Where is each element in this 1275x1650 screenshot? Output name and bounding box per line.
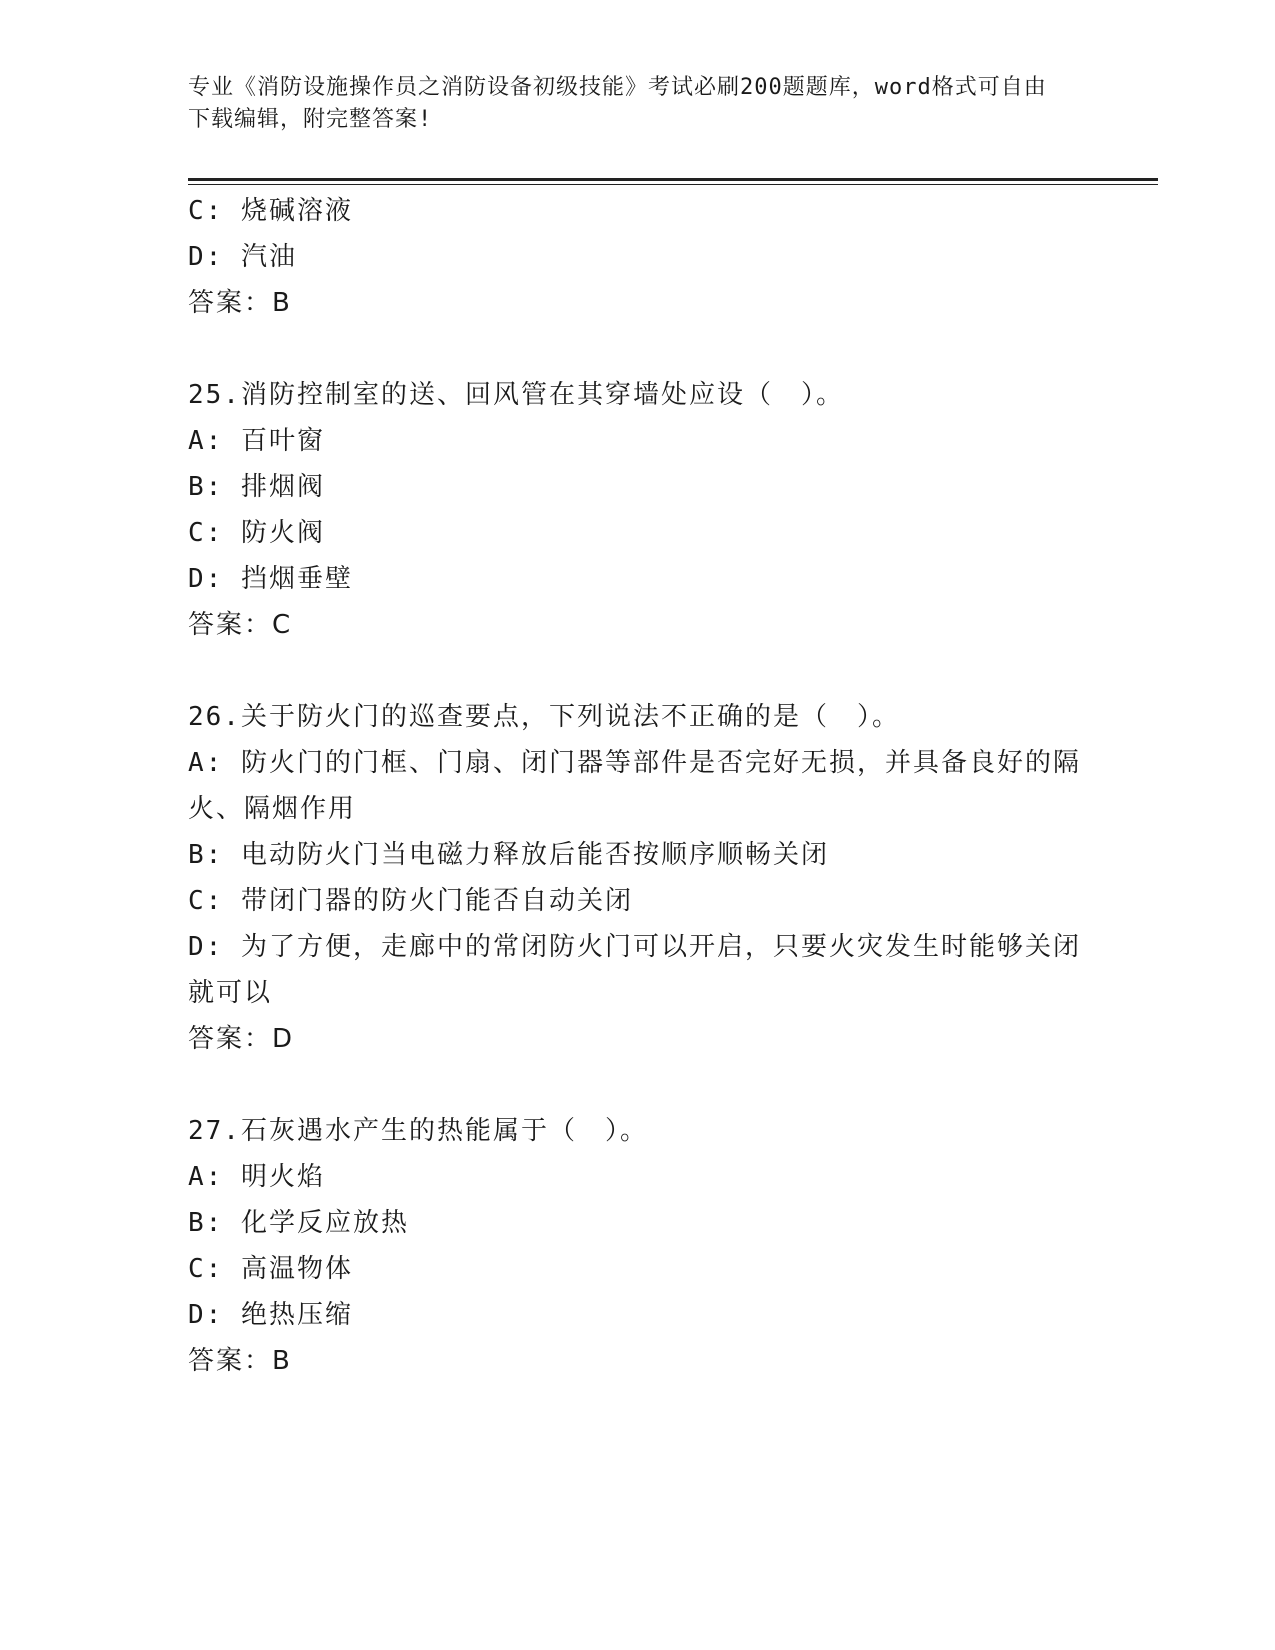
option-a: A: 明火焰 bbox=[188, 1162, 325, 1192]
question-stem: 25.消防控制室的送、回风管在其穿墙处应设（ ）。 bbox=[188, 380, 844, 410]
answer-line: 答案：D bbox=[188, 1024, 295, 1054]
option-a: A: 防火门的门框、门扇、闭门器等部件是否完好无损，并具备良好的隔火、隔烟作用 bbox=[188, 748, 1081, 824]
question-stem: 26.关于防火门的巡查要点，下列说法不正确的是（ ）。 bbox=[188, 702, 900, 732]
option-b: B: 排烟阀 bbox=[188, 472, 325, 502]
answer-line: 答案：C bbox=[188, 610, 293, 640]
answer-line: 答案：B bbox=[188, 288, 292, 318]
document-header: 专业《消防设施操作员之消防设备初级技能》考试必刷200题题库，word格式可自由下载编辑，附完整答案! bbox=[188, 75, 1047, 132]
question-27 bbox=[188, 1108, 1088, 1384]
option-b: B: 电动防火门当电磁力释放后能否按顺序顺畅关闭 bbox=[188, 840, 829, 870]
question-25 bbox=[188, 372, 1088, 648]
answer-line: 答案：B bbox=[188, 1346, 292, 1376]
question-26 bbox=[188, 694, 1088, 1062]
option-d: D: 汽油 bbox=[188, 242, 297, 272]
header-divider-thin bbox=[188, 184, 1158, 185]
option-c: C: 带闭门器的防火门能否自动关闭 bbox=[188, 886, 633, 916]
option-c: C: 烧碱溶液 bbox=[188, 196, 353, 226]
prev-question-block bbox=[188, 188, 1088, 326]
option-a: A: 百叶窗 bbox=[188, 426, 325, 456]
option-c: C: 高温物体 bbox=[188, 1254, 353, 1284]
option-c: C: 防火阀 bbox=[188, 518, 325, 548]
header-divider bbox=[188, 178, 1158, 181]
option-d: D: 挡烟垂壁 bbox=[188, 564, 353, 594]
question-stem: 27.石灰遇水产生的热能属于（ ）。 bbox=[188, 1116, 648, 1146]
question-list bbox=[188, 188, 1088, 1384]
option-d: D: 为了方便，走廊中的常闭防火门可以开启，只要火灾发生时能够关闭就可以 bbox=[188, 932, 1081, 1008]
option-b: B: 化学反应放热 bbox=[188, 1208, 409, 1238]
option-d: D: 绝热压缩 bbox=[188, 1300, 353, 1330]
